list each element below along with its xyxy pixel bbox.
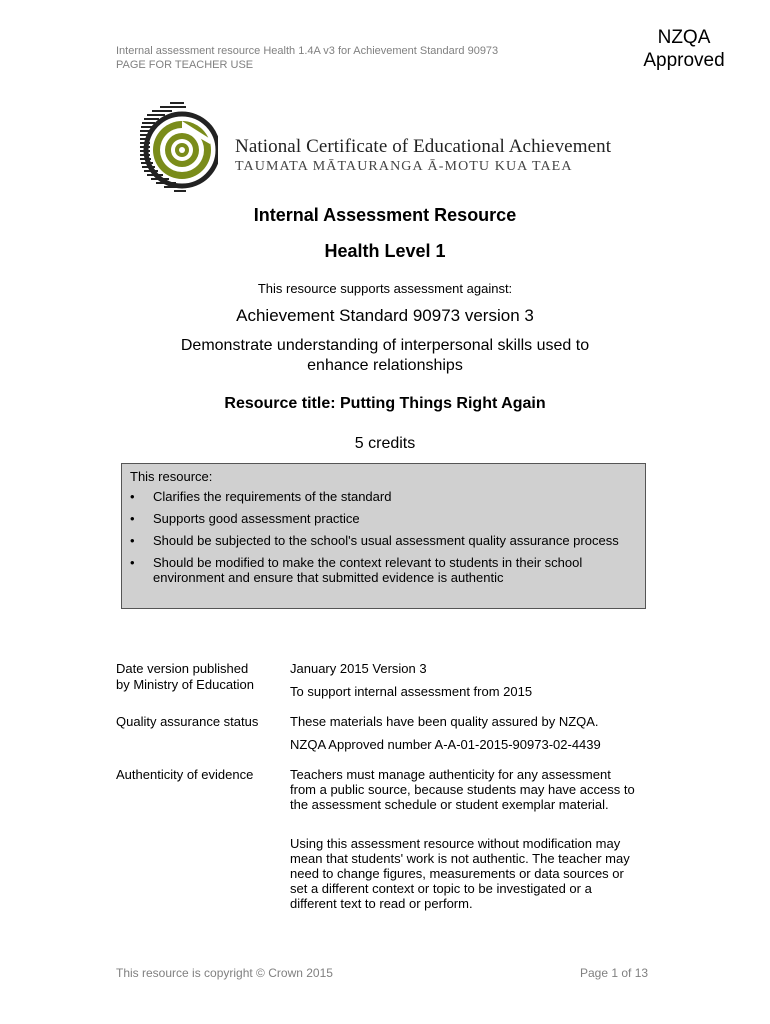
list-item-text: Clarifies the requirements of the standard	[153, 489, 392, 504]
achievement-standard: Achievement Standard 90973 version 3	[236, 306, 534, 325]
date-value-2: To support internal assessment from 2015	[290, 684, 533, 699]
header-line-2: PAGE FOR TEACHER USE	[116, 59, 254, 71]
list-item-text: Should be subjected to the school's usual assessment quality assurance process	[153, 533, 619, 548]
box-list	[130, 489, 637, 585]
page-number: Page 1 of 13	[580, 966, 649, 980]
nzqa-approved-stamp	[630, 26, 738, 72]
date-label-line-1: Date version published	[116, 661, 249, 676]
credits: 5 credits	[354, 435, 416, 452]
list-item	[130, 511, 637, 526]
list-item	[130, 555, 637, 585]
description-line-1: Demonstrate understanding of interpersonal skills used to	[180, 337, 590, 354]
date-label	[116, 661, 286, 693]
bullet-icon: •	[130, 489, 135, 504]
bullet-icon: •	[130, 555, 135, 570]
list-item	[130, 533, 637, 548]
copyright-footer: This resource is copyright © Crown 2015	[116, 966, 333, 980]
authenticity-value-1: Teachers must manage authenticity for any assessment from a public source, because students may have access to the assessment schedule or student exemplar material.	[290, 767, 635, 812]
qa-label: Quality assurance status	[116, 714, 259, 729]
ncea-logo-text	[235, 136, 611, 176]
list-item-text: Should be modified to make the context relevant to students in their school environment and ensure that submitted evidence is authentic	[153, 555, 583, 585]
logo-title: National Certificate of Educational Achievement	[235, 136, 612, 157]
page-title: Internal Assessment Resource	[253, 205, 517, 225]
approved-line-2: Approved	[643, 50, 725, 71]
document-header	[116, 44, 498, 72]
resource-title: Resource title: Putting Things Right Again	[224, 395, 546, 412]
qa-value-1: These materials have been quality assured by NZQA.	[290, 714, 599, 729]
supports-text: This resource supports assessment against:	[257, 281, 513, 296]
bullet-icon: •	[130, 511, 135, 526]
authenticity-label: Authenticity of evidence	[116, 767, 254, 782]
qa-value-2: NZQA Approved number A-A-01-2015-90973-02-4439	[290, 737, 601, 752]
bullet-icon: •	[130, 533, 135, 548]
approved-line-1: NZQA	[657, 27, 711, 48]
resource-notes-box	[121, 463, 646, 609]
list-item-text: Supports good assessment practice	[153, 511, 360, 526]
description-line-2: enhance relationships	[307, 357, 463, 374]
ncea-logo-icon	[138, 100, 218, 200]
date-value-1: January 2015 Version 3	[290, 661, 427, 676]
date-label-line-2: by Ministry of Education	[116, 677, 255, 692]
logo-subtitle: TAUMATA MĀTAURANGA Ā-MOTU KUA TAEA	[235, 159, 573, 174]
standard-description	[0, 336, 770, 376]
header-line-1: Internal assessment resource Health 1.4A v3 for Achievement Standard 90973	[116, 45, 499, 57]
subject-level: Health Level 1	[324, 241, 446, 261]
authenticity-value-2: Using this assessment resource without modification may mean that students' work is not authentic. The teacher may need to change figures, measurements or data sources or set a different context or topic to be investigated or a different text to read or perform.	[290, 836, 630, 911]
list-item	[130, 489, 637, 504]
box-intro: This resource:	[130, 469, 213, 484]
